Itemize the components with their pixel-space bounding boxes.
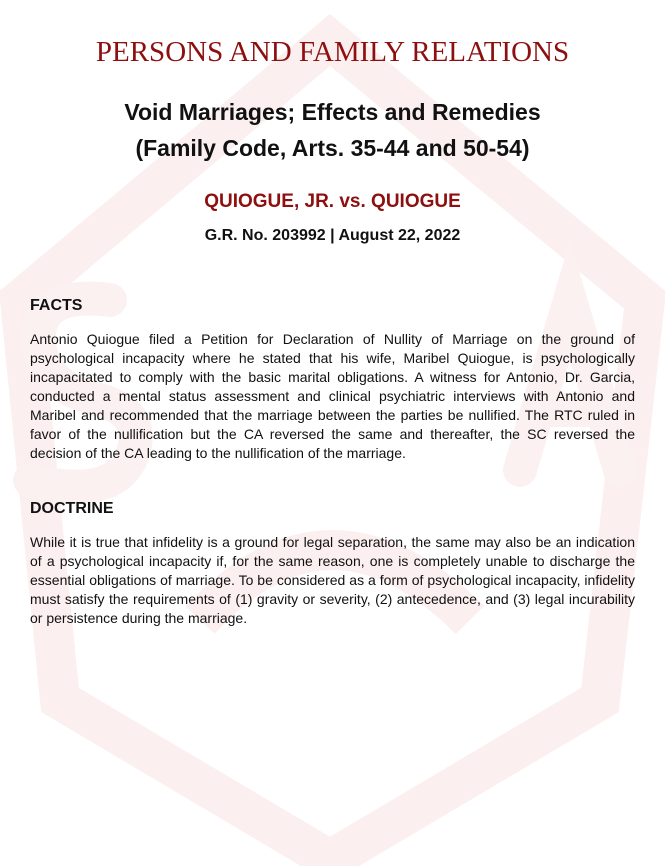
facts-body: Antonio Quiogue filed a Petition for Declaration of Nullity of Marriage on the ground of psychological incapacity where he stated that his wife, Maribel Quiogue, is psychologically incapacitated to comply with the basic marital obligations. A witness for Antonio, Dr. Garcia, conducted a mental status assessment and clinical psychiatric interviews with Antonio and Maribel and recommended that the marriage between the parties be nullified. The RTC ruled in favor of the nullification but the CA reversed the same and thereafter, the SC reversed the decision of the CA leading to the nullification of the marriage. bbox=[30, 331, 635, 461]
doctrine-body: While it is true that infidelity is a ground for legal separation, the same may also be an indication of a psychological incapacity if, for the same reason, one is completely unable to discharge the essential obligations of marriage. To be considered as a form of psychological incapacity, infidelity must satisfy the requirements of (1) gravity or severity, (2) antecedence, and (3) legal incurability or persistence during the marriage. bbox=[30, 534, 635, 626]
topic-line-1: Void Marriages; Effects and Remedies bbox=[124, 99, 541, 125]
topic-line-2: (Family Code, Arts. 35-44 and 50-54) bbox=[135, 135, 530, 161]
topic-heading bbox=[30, 94, 635, 166]
case-title: QUIOGUE, JR. vs. QUIOGUE bbox=[204, 191, 461, 212]
subject-title: PERSONS AND FAMILY RELATIONS bbox=[95, 36, 570, 68]
facts-heading: FACTS bbox=[30, 297, 83, 314]
doctrine-heading: DOCTRINE bbox=[30, 500, 114, 517]
case-reference: G.R. No. 203992 | August 22, 2022 bbox=[204, 227, 461, 244]
